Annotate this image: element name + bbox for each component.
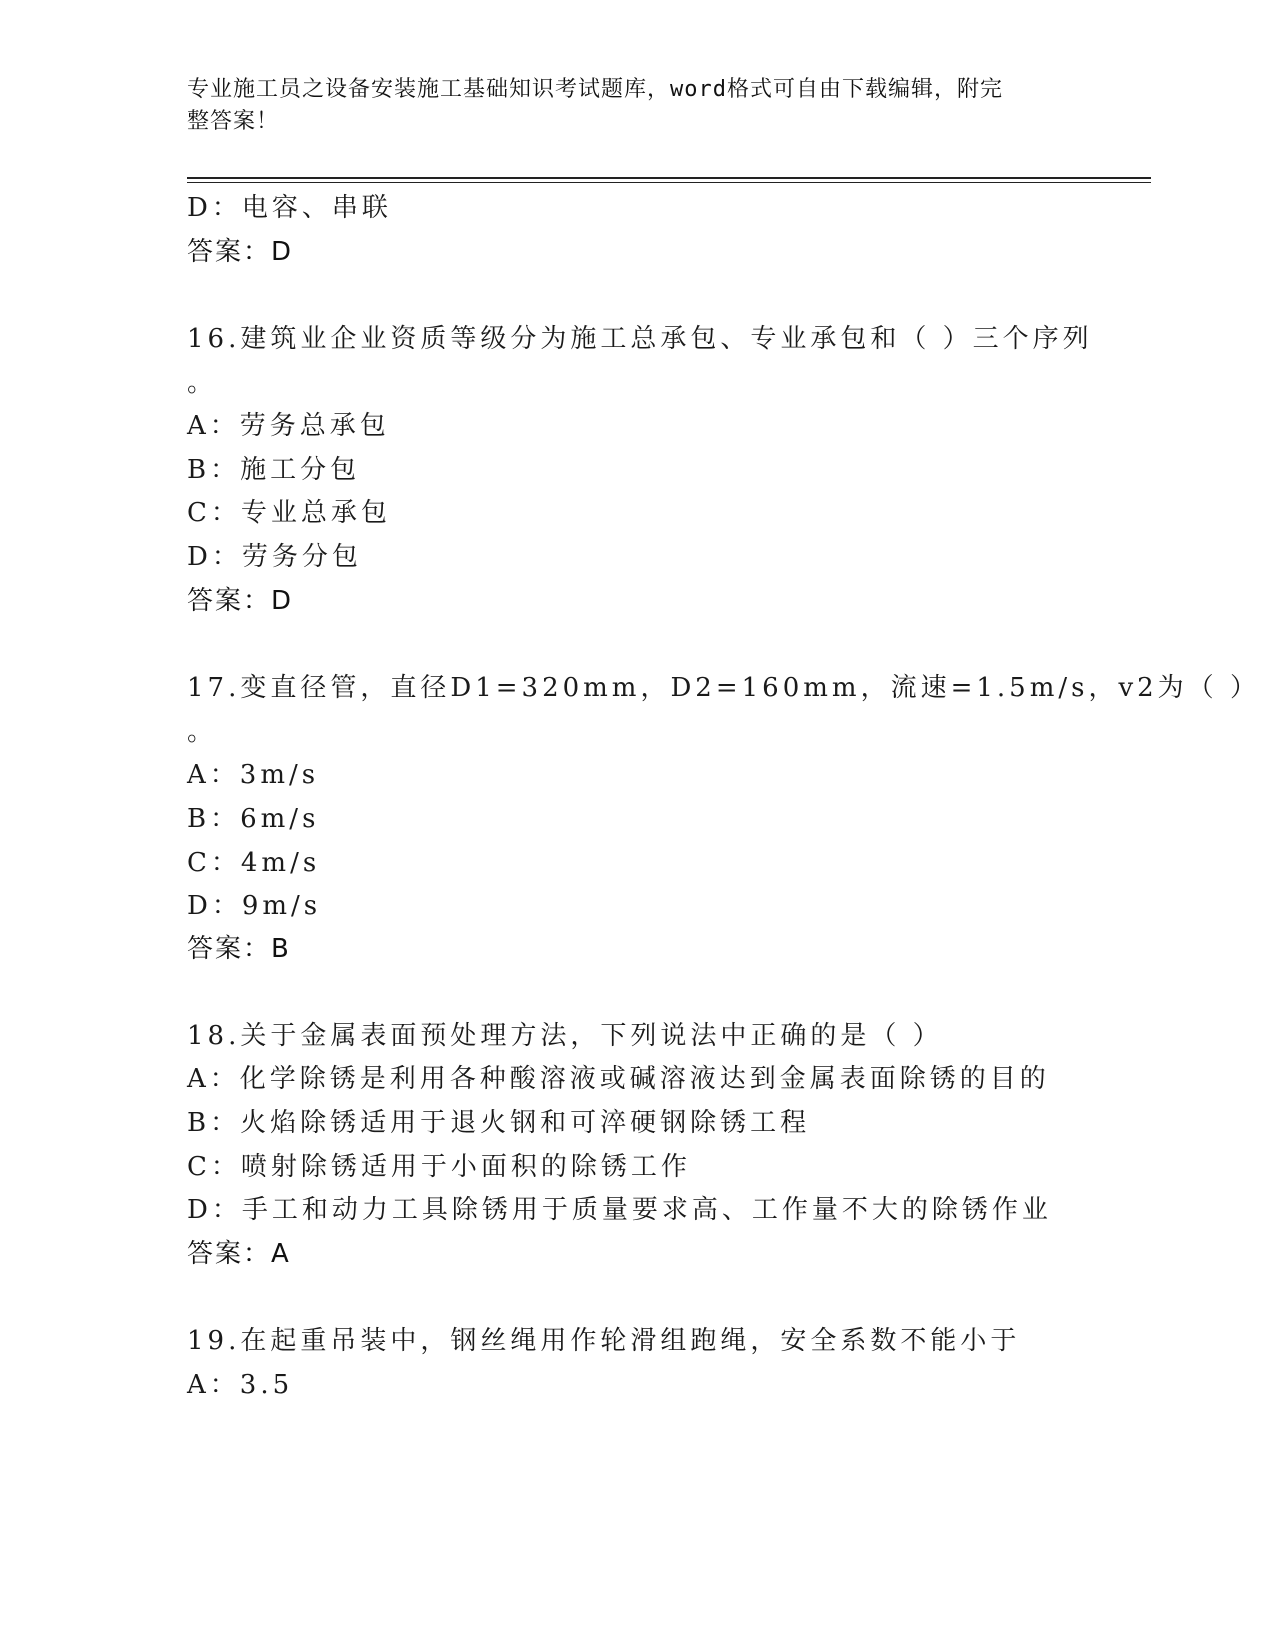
question-18-option-c: C：喷射除锈适用于小面积的除锈工作 bbox=[187, 1152, 691, 1182]
header-rule-thin bbox=[187, 182, 1151, 183]
question-17-text: 17.变直径管，直径D1=320mm，D2=160mm，流速=1.5m/s，v2为（ ） bbox=[187, 673, 1260, 703]
prev-option-d: D：电容、串联 bbox=[187, 193, 392, 223]
question-16-option-a: A：劳务总承包 bbox=[187, 411, 390, 441]
header-rule-thick bbox=[187, 177, 1151, 179]
question-17-option-a: A：3m/s bbox=[187, 760, 320, 790]
question-16-answer: 答案：D bbox=[187, 586, 294, 616]
header-line-2: 整答案！ bbox=[187, 109, 280, 134]
question-17-continuation: 。 bbox=[187, 717, 218, 747]
question-16-continuation: 。 bbox=[187, 368, 218, 398]
question-18-option-b: B：火焰除锈适用于退火钢和可淬硬钢除锈工程 bbox=[187, 1108, 811, 1138]
question-16-option-b: B：施工分包 bbox=[187, 455, 361, 485]
question-16-option-d: D：劳务分包 bbox=[187, 542, 362, 572]
header-line-1: 专业施工员之设备安装施工基础知识考试题库，word格式可自由下载编辑，附完 bbox=[187, 77, 1003, 102]
question-18-option-a: A：化学除锈是利用各种酸溶液或碱溶液达到金属表面除锈的目的 bbox=[187, 1064, 1050, 1094]
question-19-text: 19.在起重吊装中，钢丝绳用作轮滑组跑绳，安全系数不能小于 bbox=[187, 1326, 1021, 1356]
question-17-answer: 答案：B bbox=[187, 934, 291, 964]
question-16-text: 16.建筑业企业资质等级分为施工总承包、专业承包和（ ）三个序列 bbox=[187, 324, 1093, 354]
question-17-option-d: D：9m/s bbox=[187, 891, 322, 921]
question-16-option-c: C：专业总承包 bbox=[187, 498, 391, 528]
question-18-option-d: D：手工和动力工具除锈用于质量要求高、工作量不大的除锈作业 bbox=[187, 1195, 1052, 1225]
question-19-option-a: A：3.5 bbox=[187, 1370, 294, 1400]
question-17-option-b: B：6m/s bbox=[187, 804, 320, 834]
question-17-option-c: C：4m/s bbox=[187, 848, 321, 878]
prev-answer: 答案：D bbox=[187, 237, 294, 267]
question-18-text: 18.关于金属表面预处理方法，下列说法中正确的是（ ） bbox=[187, 1021, 943, 1051]
document-header bbox=[187, 74, 1067, 138]
question-18-answer: 答案：A bbox=[187, 1239, 291, 1269]
